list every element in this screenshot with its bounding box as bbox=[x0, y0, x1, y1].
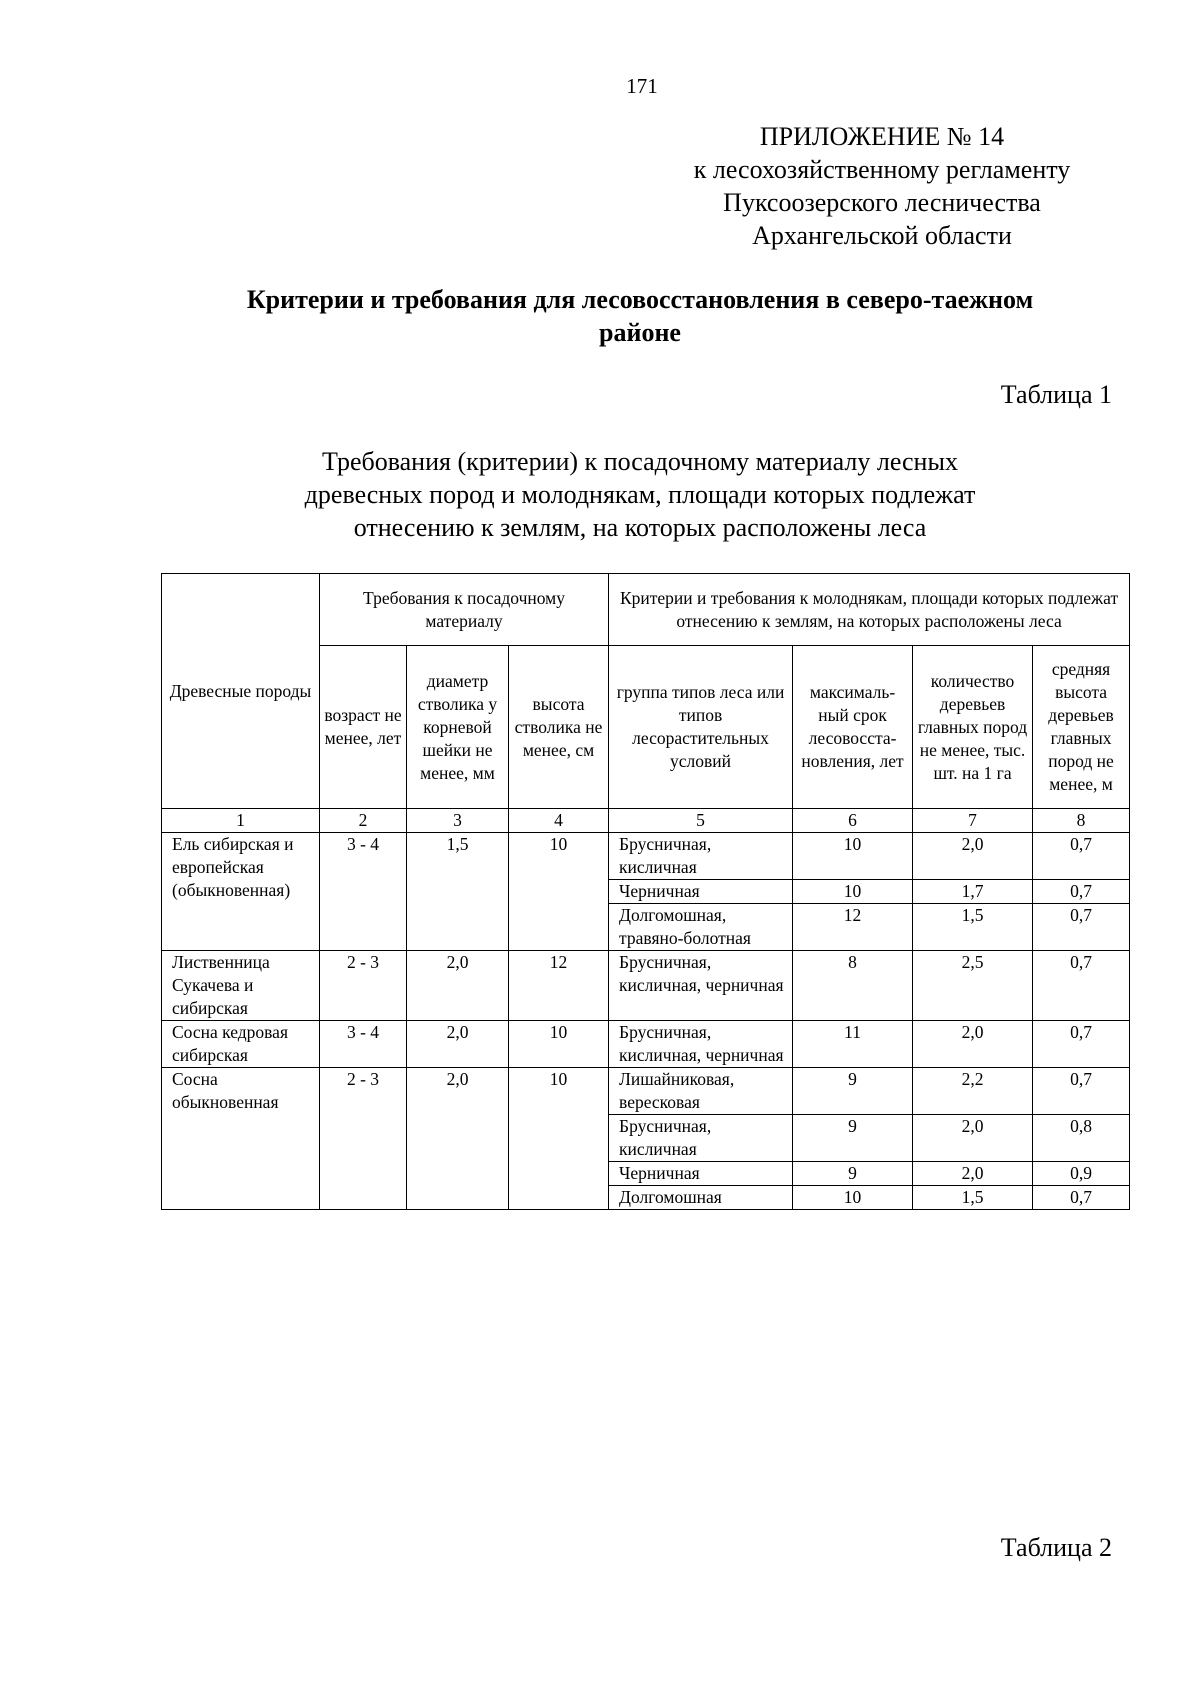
column-number: 7 bbox=[913, 809, 1033, 833]
species-cell: Сосна обыкновенная bbox=[162, 1068, 320, 1210]
title-line: Критерии и требования для лесовосстановления в северо-таежном bbox=[246, 285, 1034, 314]
age-cell: 2 - 3 bbox=[320, 1068, 407, 1210]
tree-count-cell: 2,0 bbox=[913, 1115, 1033, 1162]
header-age: возраст не менее, лет bbox=[320, 646, 407, 809]
average-height-cell: 0,7 bbox=[1033, 1068, 1130, 1115]
diameter-cell: 2,0 bbox=[407, 1068, 509, 1210]
tree-count-cell: 1,5 bbox=[913, 1186, 1033, 1210]
max-term-cell: 9 bbox=[793, 1115, 913, 1162]
column-number: 5 bbox=[609, 809, 793, 833]
column-number: 1 bbox=[162, 809, 320, 833]
appendix-line: Архангельской области bbox=[752, 221, 1012, 250]
column-number: 8 bbox=[1033, 809, 1130, 833]
appendix-heading bbox=[652, 120, 1112, 252]
header-planting-material: Требования к посадочному материалу bbox=[320, 574, 609, 646]
forest-group-cell: Черничная bbox=[609, 880, 793, 904]
forest-group-cell: Долгомошная, травяно-болотная bbox=[609, 904, 793, 951]
species-cell: Сосна кедровая сибирская bbox=[162, 1021, 320, 1068]
header-diameter: диаметр стволика у корневой шейки не менее, мм bbox=[407, 646, 509, 809]
table-row bbox=[162, 1068, 1130, 1115]
tree-count-cell: 2,0 bbox=[913, 1021, 1033, 1068]
max-term-cell: 9 bbox=[793, 1162, 913, 1186]
max-term-cell: 10 bbox=[793, 1186, 913, 1210]
max-term-cell: 12 bbox=[793, 904, 913, 951]
age-cell: 3 - 4 bbox=[320, 1021, 407, 1068]
average-height-cell: 0,7 bbox=[1033, 951, 1130, 1021]
header-tree-count: количество деревьев главных пород не менее, тыс. шт. на 1 га bbox=[913, 646, 1033, 809]
average-height-cell: 0,7 bbox=[1033, 904, 1130, 951]
forest-group-cell: Долгомошная bbox=[609, 1186, 793, 1210]
header-species: Древесные породы bbox=[162, 574, 320, 809]
forest-group-cell: Брусничная, кисличная bbox=[609, 833, 793, 880]
header-max-term: максималь-ный срок лесовосста-новления, лет bbox=[793, 646, 913, 809]
tree-count-cell: 2,0 bbox=[913, 1162, 1033, 1186]
species-cell: Ель сибирская и европейская (обыкновенная) bbox=[162, 833, 320, 951]
species-cell: Лиственница Сукачева и сибирская bbox=[162, 951, 320, 1021]
header-height: высота стволика не менее, см bbox=[509, 646, 609, 809]
height-cell: 10 bbox=[509, 1021, 609, 1068]
diameter-cell: 2,0 bbox=[407, 1021, 509, 1068]
header-young-stands: Критерии и требования к молоднякам, площади которых подлежат отнесению к землям, на которых расположены леса bbox=[609, 574, 1130, 646]
table-row bbox=[162, 951, 1130, 1021]
diameter-cell: 2,0 bbox=[407, 951, 509, 1021]
title-line: районе bbox=[599, 318, 681, 347]
table-row bbox=[162, 833, 1130, 880]
tree-count-cell: 1,7 bbox=[913, 880, 1033, 904]
table-2-label: Таблица 2 bbox=[1000, 1533, 1112, 1562]
forest-group-cell: Брусничная, кисличная, черничная bbox=[609, 951, 793, 1021]
table-1-caption bbox=[200, 445, 1080, 544]
average-height-cell: 0,7 bbox=[1033, 880, 1130, 904]
column-number: 2 bbox=[320, 809, 407, 833]
caption-line: Требования (критерии) к посадочному материалу лесных bbox=[322, 447, 958, 476]
tree-count-cell: 1,5 bbox=[913, 904, 1033, 951]
height-cell: 10 bbox=[509, 833, 609, 951]
header-forest-group: группа типов леса или типов лесорастительных условий bbox=[609, 646, 793, 809]
criteria-table bbox=[161, 573, 1130, 1210]
diameter-cell: 1,5 bbox=[407, 833, 509, 951]
appendix-line: к лесохозяйственному регламенту bbox=[693, 155, 1071, 184]
column-number: 4 bbox=[509, 809, 609, 833]
max-term-cell: 8 bbox=[793, 951, 913, 1021]
column-number: 6 bbox=[793, 809, 913, 833]
column-number: 3 bbox=[407, 809, 509, 833]
forest-group-cell: Лишайниковая, вересковая bbox=[609, 1068, 793, 1115]
tree-count-cell: 2,5 bbox=[913, 951, 1033, 1021]
tree-count-cell: 2,2 bbox=[913, 1068, 1033, 1115]
forest-group-cell: Брусничная, кисличная bbox=[609, 1115, 793, 1162]
average-height-cell: 0,7 bbox=[1033, 1021, 1130, 1068]
forest-group-cell: Черничная bbox=[609, 1162, 793, 1186]
forest-group-cell: Брусничная, кисличная, черничная bbox=[609, 1021, 793, 1068]
height-cell: 12 bbox=[509, 951, 609, 1021]
age-cell: 2 - 3 bbox=[320, 951, 407, 1021]
table-row bbox=[162, 1021, 1130, 1068]
max-term-cell: 10 bbox=[793, 833, 913, 880]
max-term-cell: 10 bbox=[793, 880, 913, 904]
document-title bbox=[130, 283, 1150, 349]
max-term-cell: 11 bbox=[793, 1021, 913, 1068]
average-height-cell: 0,7 bbox=[1033, 833, 1130, 880]
height-cell: 10 bbox=[509, 1068, 609, 1210]
average-height-cell: 0,8 bbox=[1033, 1115, 1130, 1162]
appendix-line: Пуксоозерского лесничества bbox=[723, 188, 1041, 217]
header-average-height: средняя высота деревьев главных пород не менее, м bbox=[1033, 646, 1130, 809]
caption-line: древесных пород и молоднякам, площади которых подлежат bbox=[304, 480, 976, 509]
page-number: 171 bbox=[626, 74, 658, 98]
average-height-cell: 0,7 bbox=[1033, 1186, 1130, 1210]
appendix-line: ПРИЛОЖЕНИЕ № 14 bbox=[759, 122, 1005, 151]
table-1-label: Таблица 1 bbox=[1000, 380, 1112, 409]
age-cell: 3 - 4 bbox=[320, 833, 407, 951]
caption-line: отнесению к землям, на которых расположены леса bbox=[353, 513, 927, 542]
max-term-cell: 9 bbox=[793, 1068, 913, 1115]
average-height-cell: 0,9 bbox=[1033, 1162, 1130, 1186]
tree-count-cell: 2,0 bbox=[913, 833, 1033, 880]
